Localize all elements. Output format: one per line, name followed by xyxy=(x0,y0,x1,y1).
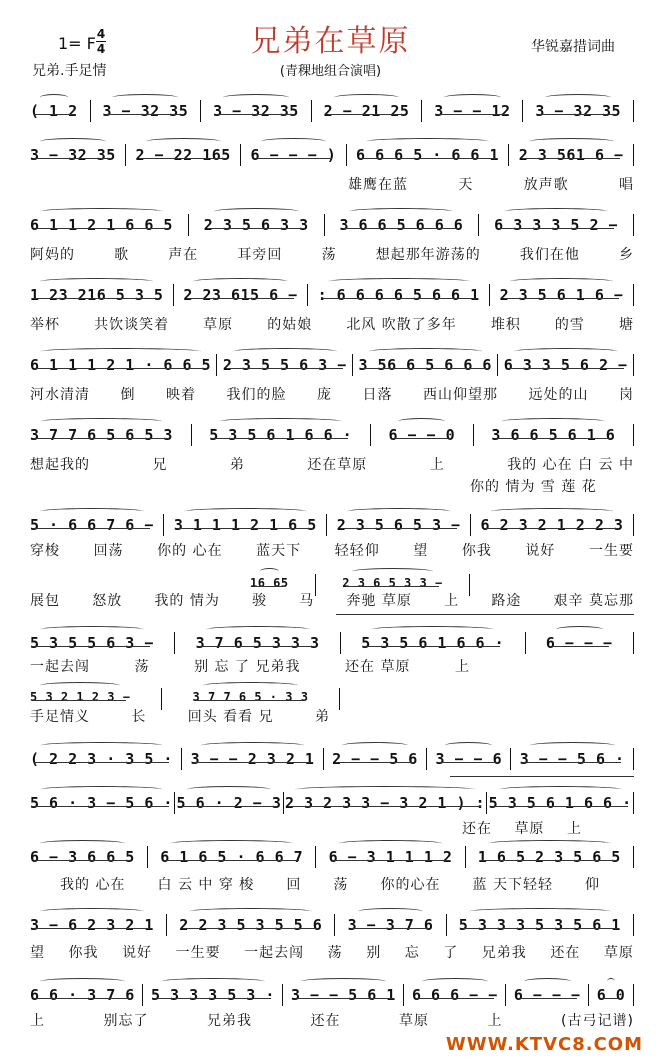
lyric: 你的 心在 xyxy=(157,543,223,559)
measure: 2 − 21 25 xyxy=(324,92,410,120)
lyric: 还在 草原 xyxy=(345,659,411,675)
measure: 6 6 · 3 7 6 xyxy=(30,976,135,1004)
measure: 2 3 6 5 3 3 − xyxy=(342,566,442,590)
lyric: 艰辛 莫忘那 xyxy=(553,593,634,609)
measure: 1 6 5 2 3 5 6 5 xyxy=(478,838,621,866)
lyric: 忘 xyxy=(404,945,420,961)
measure: 2 3 5 5 6 3 − xyxy=(223,346,347,374)
lyric: 弟 xyxy=(314,709,330,725)
lyric: 望 xyxy=(413,543,429,559)
time-numerator: 4 xyxy=(96,27,106,41)
lyric: 还在草原 xyxy=(307,457,368,473)
lyric: 怒放 xyxy=(92,593,123,609)
lyric: 说好 xyxy=(525,543,556,559)
lyric: 回荡 xyxy=(93,543,124,559)
lyric: 仰 xyxy=(585,877,600,893)
measure: 2 3 5 6 3 3 xyxy=(204,206,309,234)
lyric-line xyxy=(30,540,634,560)
lyric: 上 xyxy=(444,593,460,609)
lyric: 一起去闯 xyxy=(30,659,90,675)
measure: 3 − − 2 3 2 1 xyxy=(191,740,315,768)
lyric: 上 xyxy=(455,659,470,675)
lyric: 我们在他 xyxy=(519,247,580,263)
lyric: 放声歌 xyxy=(523,177,569,193)
measure: 6 3 3 5 6 2 − xyxy=(504,346,628,374)
performer-credit: (青稞地组合演唱) xyxy=(279,64,382,79)
lyric: 草原 xyxy=(203,317,234,333)
lyric: 我们的脸 xyxy=(226,387,287,403)
lyric: 兄弟我 xyxy=(207,1013,252,1029)
lyric: 你的 情为 雪 莲 花 xyxy=(470,479,597,495)
lyric: 望 xyxy=(30,945,45,961)
lyric: 塘 xyxy=(619,317,634,333)
lyric-line xyxy=(30,384,634,404)
measure: 3 − 6 2 3 2 1 xyxy=(30,906,154,934)
measure: 3 7 7 6 5 · 3 3 xyxy=(193,680,309,704)
measure: 3 7 7 6 5 6 5 3 xyxy=(30,416,173,444)
measure: 2 3 2 3 3 − 3 2 1 ) : xyxy=(285,784,485,812)
lyric: 荡 xyxy=(321,247,337,263)
lyric-line xyxy=(30,706,330,726)
measure: 6 6 6 − − xyxy=(412,976,498,1004)
lyric: 穿梭 xyxy=(30,543,60,559)
measure: 3 − − 6 xyxy=(435,740,502,768)
measure: 2 − 22 165 xyxy=(136,136,231,164)
measure: 6 − − − xyxy=(514,976,581,1004)
notation-line xyxy=(30,136,634,166)
lyric: 想起我的 xyxy=(30,457,90,473)
lyric: 西山仰望那 xyxy=(423,387,498,403)
lyric: 我的 心在 白 云 中 xyxy=(507,457,634,473)
lyric-line xyxy=(30,1010,634,1030)
measure: 5 3 5 6 1 6 6 · xyxy=(209,416,352,444)
measure: 6 0 xyxy=(597,976,626,1004)
lyric: 蓝天下 xyxy=(256,543,302,559)
lyric: 弟 xyxy=(229,457,245,473)
notation-line xyxy=(30,784,634,814)
lyric: 远处的山 xyxy=(528,387,589,403)
lyric: 歌 xyxy=(114,247,130,263)
measure: 3 − − 5 6 · xyxy=(520,740,625,768)
measure: 6 6 6 5 · 6 6 1 xyxy=(356,136,499,164)
lyric-line xyxy=(462,818,582,838)
lyric: 庞 xyxy=(317,387,332,403)
measure: 5 6 · 3 − 5 6 · xyxy=(30,784,173,812)
lyric: 的雪 xyxy=(554,317,585,333)
measure: 6 2 3 2 1 2 2 3 xyxy=(481,506,624,534)
lyric: 兄弟我 xyxy=(481,945,527,961)
volta-bracket xyxy=(450,776,634,777)
lyric: 展包 xyxy=(30,593,60,609)
notation-line xyxy=(30,276,634,306)
composer-credit: 华锐嘉措词曲 xyxy=(531,39,615,55)
lyric: 举杯 xyxy=(30,317,60,333)
measure: 2 2 3 5 3 5 5 6 xyxy=(179,906,322,934)
lyric: 还在 xyxy=(310,1013,341,1029)
lyric: 的姑娘 xyxy=(267,317,313,333)
notation-line xyxy=(30,346,634,376)
measure: 2 3 5 6 5 3 − xyxy=(337,506,461,534)
lyric: 雄鹰在蓝 xyxy=(348,177,408,193)
lyric: 岗 xyxy=(619,387,634,403)
measure: 6 − 3 6 6 5 xyxy=(30,838,135,866)
lyric: 一起去闯 xyxy=(244,945,305,961)
lyric: 北风 吹散了多年 xyxy=(346,317,457,333)
site-watermark: WWW.KTVC8.COM xyxy=(445,1034,643,1055)
lyric: 一生要 xyxy=(175,945,221,961)
lyric: 上 xyxy=(487,1013,503,1029)
measure: 1 23 216 5 3 5 xyxy=(30,276,163,304)
lyric: 阿妈的 xyxy=(30,247,75,263)
lyric: 共饮谈笑着 xyxy=(94,317,170,333)
measure: 6 − − − ) xyxy=(251,136,337,164)
measure: 6 − − 0 xyxy=(388,416,455,444)
lyric: 唱 xyxy=(618,177,634,193)
notation-line xyxy=(30,680,340,704)
measure: 5 3 3 3 5 3 5 6 1 xyxy=(459,906,621,934)
notation-line xyxy=(250,566,470,590)
lyric: 别 忘 了 兄弟我 xyxy=(194,659,301,675)
lyric-line xyxy=(348,174,634,194)
lyric-line xyxy=(60,874,600,894)
lyric: 上 xyxy=(30,1013,45,1029)
lyric-line xyxy=(30,656,470,676)
song-title: 兄弟在草原 xyxy=(250,24,411,59)
measure: ( 2 2 3 · 3 5 · xyxy=(30,740,173,768)
measure: 6 1 6 5 · 6 6 7 xyxy=(160,838,303,866)
lyric: 还在 xyxy=(462,821,492,837)
measure: 2 3 5 6 1 6 − xyxy=(500,276,624,304)
lyric: 草原 xyxy=(514,821,545,837)
notation-line xyxy=(30,206,634,236)
lyric: 说好 xyxy=(122,945,153,961)
lyric: (古弓记谱) xyxy=(561,1013,634,1029)
lyric-line xyxy=(30,244,634,264)
measure: 6 3 3 3 5 2 − xyxy=(494,206,618,234)
measure: 2 3 561 6 − xyxy=(519,136,624,164)
lyric: 日落 xyxy=(362,387,393,403)
notation-line xyxy=(30,976,634,1006)
lyric: 我的 心在 xyxy=(60,877,126,893)
lyric: 兄 xyxy=(152,457,168,473)
album-name: 兄弟.手足情 xyxy=(32,63,107,79)
lyric: 轻轻仰 xyxy=(334,543,380,559)
lyric: 天 xyxy=(458,177,474,193)
measure: 5 3 2 1 2 3 − xyxy=(30,680,130,704)
lyric: 奔驰 草原 xyxy=(346,593,412,609)
measure: 16 65 xyxy=(250,566,289,590)
lyric: 乡 xyxy=(618,247,634,263)
lyric-line-second-verse xyxy=(470,476,634,496)
measure: 2 − − 5 6 xyxy=(332,740,418,768)
lyric: 上 xyxy=(429,457,445,473)
lyric: 还在 xyxy=(550,945,581,961)
measure: 3 1 1 1 2 1 6 5 xyxy=(174,506,317,534)
lyric: 草原 xyxy=(399,1013,429,1029)
measure: ( 1 2 xyxy=(30,92,78,120)
lyric: 荡 xyxy=(333,877,349,893)
measure: 3 56 6 5 6 6 6 xyxy=(359,346,492,374)
lyric: 耳旁回 xyxy=(237,247,283,263)
measure: 3 6 6 5 6 1 6 xyxy=(491,416,615,444)
measure: 6 1 1 1 2 1 · 6 6 5 xyxy=(30,346,211,374)
lyric: 我的 情为 xyxy=(154,593,220,609)
notation-line xyxy=(30,624,634,654)
notation-line xyxy=(30,838,634,868)
measure: 3 − 32 35 xyxy=(30,136,116,164)
notation-line xyxy=(30,92,634,122)
lyric: 倒 xyxy=(120,387,136,403)
lyric: 别忘了 xyxy=(103,1013,149,1029)
lyric: 回头 看看 兄 xyxy=(187,709,274,725)
measure: 3 − 32 35 xyxy=(535,92,621,120)
measure: 6 1 1 2 1 6 6 5 xyxy=(30,206,173,234)
volta-bracket xyxy=(336,614,634,615)
lyric: 你的心在 xyxy=(380,877,441,893)
lyric: 马 xyxy=(299,593,315,609)
measure: 3 7 6 5 3 3 3 xyxy=(196,624,320,652)
lyric-line xyxy=(30,454,634,474)
measure: 3 − 32 35 xyxy=(102,92,188,120)
lyric: 白 云 中 穿 梭 xyxy=(157,877,255,893)
lyric: 一生要 xyxy=(588,543,634,559)
lyric: 荡 xyxy=(134,659,150,675)
time-denominator: 4 xyxy=(96,42,106,56)
measure: 5 3 3 3 5 3 · xyxy=(151,976,275,1004)
notation-line xyxy=(30,506,634,536)
lyric-line xyxy=(30,942,634,962)
lyric: 别 xyxy=(366,945,382,961)
measure: 3 − 32 35 xyxy=(213,92,299,120)
measure: 5 3 5 6 1 6 6 · xyxy=(489,784,632,812)
lyric: 河水清清 xyxy=(30,387,90,403)
time-signature xyxy=(96,28,106,55)
measure: 5 3 5 6 1 6 6 · xyxy=(361,624,504,652)
measure: 3 6 6 5 6 6 6 xyxy=(339,206,463,234)
lyric: 你我 xyxy=(68,945,99,961)
notation-line xyxy=(30,740,634,770)
measure: 5 6 · 2 − 3 xyxy=(177,784,282,812)
notation-line xyxy=(30,416,634,446)
lyric: 了 xyxy=(443,945,459,961)
measure: 2 23 615 6 − xyxy=(183,276,297,304)
lyric: 手足情义 xyxy=(30,709,90,725)
lyric: 长 xyxy=(131,709,147,725)
lyric-line xyxy=(30,590,634,610)
lyric: 映着 xyxy=(166,387,196,403)
lyric: 草原 xyxy=(603,945,634,961)
measure: 3 − − 5 6 1 xyxy=(291,976,396,1004)
key-signature: 1= F xyxy=(58,34,96,53)
lyric: 想起那年游荡的 xyxy=(375,247,481,263)
lyric: 骏 xyxy=(252,593,268,609)
measure: 5 · 6 6 7 6 − xyxy=(30,506,154,534)
measure: 3 − − 12 xyxy=(434,92,510,120)
lyric: 路途 xyxy=(491,593,522,609)
lyric: 上 xyxy=(567,821,582,837)
lyric: 蓝 天下轻轻 xyxy=(472,877,553,893)
measure: 3 − 3 7 6 xyxy=(348,906,434,934)
measure: 5 3 5 5 6 3 − xyxy=(30,624,154,652)
notation-line xyxy=(30,906,634,936)
measure: 6 − 3 1 1 1 2 xyxy=(329,838,453,866)
measure: 6 − − − xyxy=(546,624,613,652)
lyric: 你我 xyxy=(461,543,492,559)
lyric: 回 xyxy=(286,877,302,893)
lyric: 声在 xyxy=(168,247,199,263)
measure: : 6 6 6 6 5 6 6 1 xyxy=(318,276,480,304)
lyric-line xyxy=(30,314,634,334)
lyric: 堆积 xyxy=(490,317,521,333)
lyric: 荡 xyxy=(327,945,343,961)
